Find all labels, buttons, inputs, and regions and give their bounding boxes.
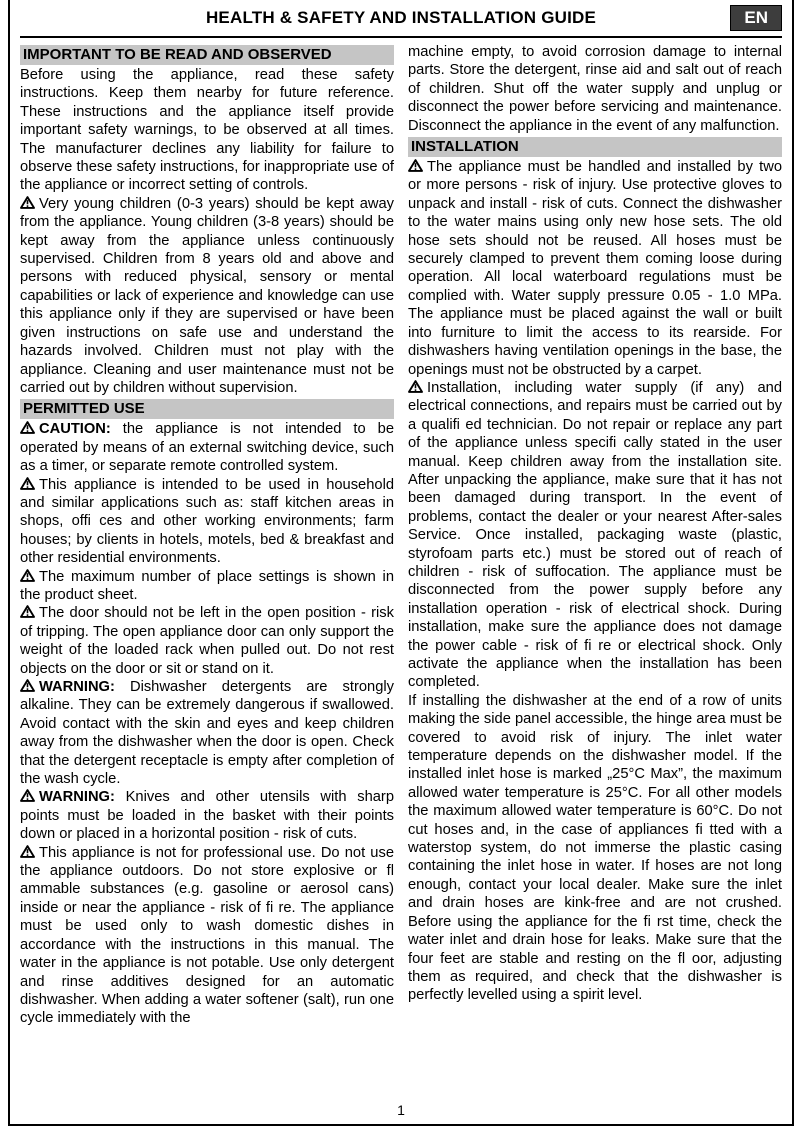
paragraph (408, 379, 782, 692)
column-left (20, 43, 394, 1098)
page-number: 1 (397, 1102, 405, 1118)
column-right (408, 43, 782, 1098)
paragraph-text: Very young children (0-3 years) should be kept away from the appliance. Young children (3-8 years) should be kept away from the appliance unless continuously supervised. Children from 8 years old and above and persons with reduced physical, sensory or mental capabilities or lack of experience and knowledge can use this appliance only if they are supervised or have been given instructions on safe use and understand the hazards involved. Children must not play with the appliance. Cleaning and user maintenance must not be carried out by children without supervision. (20, 195, 394, 396)
paragraph (20, 604, 394, 678)
warning-triangle-icon (20, 196, 35, 209)
section-heading: INSTALLATION (408, 137, 782, 157)
paragraph-text: The appliance must be handled and installed by two or more persons - risk of injury. Use protective gloves to unpack and install - risk of cuts. Connect the dishwasher to the water mains using only new hose sets. The old hose sets should not be reused. All hoses must be securely clamped to prevent them coming loose during operation. All local waterboard regulations must be complied with. Water supply pressure 0.05 - 1.0 MPa. The appliance must be placed against the wall or built into furniture to limit the access to its rearside. For dishwashers having ventilation openings in the base, the openings must not be obstructed by a carpet. (408, 159, 782, 378)
paragraph-text: If installing the dishwasher at the end of a row of units making the side panel accessible, the hinge area must be covered to avoid risk of injury. The inlet water temperature depends on the dishwasher model. If the installed inlet hose is marked „25°C Max”, the maximum allowed water temperature is 25°C. For all other models the maximum allowed water temperature is 60°C. Do not cut hoses and, in the case of appliances fi tted with a waterstop system, do not immerse the plastic casing containing the inlet hose in water. If hoses are not long enough, contact your local dealer. Make sure the inlet and drain hoses are kink-free and are not crushed. Before using the appliance for the fi rst time, check the water inlet and drain hose for leaks. Make sure that the four feet are stable and resting on the fl oor, adjusting them as required, and check that the dishwasher is perfectly levelled using a spirit level. (408, 692, 782, 1004)
paragraph (20, 195, 394, 397)
warning-triangle-icon (20, 477, 35, 490)
paragraph (20, 568, 394, 605)
warning-triangle-icon (20, 679, 35, 692)
paragraph-text: The maximum number of place settings is shown in the product sheet. (20, 568, 394, 603)
paragraph (20, 678, 394, 788)
warning-triangle-icon (408, 159, 423, 172)
section-heading: IMPORTANT TO BE READ AND OBSERVED (20, 45, 394, 65)
warning-triangle-icon (20, 569, 35, 582)
paragraph (408, 158, 782, 379)
emphasis-label: WARNING: (39, 679, 115, 695)
warning-triangle-icon (20, 421, 35, 434)
warning-triangle-icon (20, 789, 35, 802)
paragraph-text: machine empty, to avoid corrosion damage to internal parts. Store the detergent, rinse aid and salt out of reach of children. Shut off the water supply and unplug or disconnect the power before servicing and maintenance. Disconnect the appliance in the event of any malfunction. (408, 44, 782, 134)
paragraph-text: Knives and other utensils with sharp points must be loaded in the basket with their points down or placed in a horizontal position - risk of cuts. (20, 789, 394, 843)
paragraph (20, 66, 394, 195)
document-title: HEALTH & SAFETY AND INSTALLATION GUIDE (205, 8, 597, 27)
emphasis-label: CAUTION: (39, 421, 111, 438)
section-heading: PERMITTED USE (20, 399, 394, 419)
paragraph-text: the appliance is not intended to be operated by means of an external switching device, such as a timer, or separate remote controlled system. (20, 421, 394, 475)
paragraph (20, 420, 394, 475)
warning-triangle-icon (20, 845, 35, 858)
warning-triangle-icon (408, 380, 423, 393)
document-sheet (8, 0, 794, 1126)
emphasis-label: WARNING: (39, 789, 115, 806)
language-badge: EN (730, 5, 782, 31)
paragraph-text: Installation, including water supply (if any) and electrical connections, and repairs must be carried out by a qualifi ed technician. Do not repair or replace any part of the appliance unless specifi cally stated in the user manual. Keep children away from the installation site. After unpacking the appliance, make sure that it has not been damaged during transport. In the event of problems, contact the dealer or your nearest After-sales Service. Once installed, packaging waste (plastic, styrofoam parts etc.) must be stored out of reach of children - risk of suffocation. The appliance must be disconnected from the power supply before any installation operation - risk of electrical shock. During installation, make sure the appliance does not damage the power cable - risk of fi re or electrical shock. Only activate the appliance when the installation has been completed. (408, 379, 782, 691)
warning-triangle-icon (20, 605, 35, 618)
paragraph-text: This appliance is not for professional use. Do not use the appliance outdoors. Do not store explosive or fl ammable substances (e.g. gasoline or aerosol cans) inside or near the appliance - risk of fi re. The appliance must be used only to wash domestic dishes in accordance with the instructions in this manual. The water in the appliance is not potable. Use only detergent and rinse additives designed for an automatic dishwasher. When adding a water softener (salt), run one cycle immediately with the (20, 844, 394, 1027)
content-columns (20, 38, 782, 1098)
paragraph-text: Dishwasher detergents are strongly alkaline. They can be extremely dangerous if swallowed. Avoid contact with the skin and eyes and keep children away from the dishwasher when the door is open. Check that the detergent receptacle is empty after completion of the wash cycle. (20, 679, 394, 788)
paragraph (20, 788, 394, 843)
document-header (20, 0, 782, 38)
paragraph (408, 43, 782, 135)
paragraph-text: Before using the appliance, read these safety instructions. Keep them nearby for future reference. These instructions and the appliance itself provide important safety warnings, to be observed at all times. The manufacturer declines any liability for failure to observe these safety instructions, for inappropriate use of the appliance or incorrect setting of controls. (20, 67, 394, 194)
paragraph-text: The door should not be left in the open position - risk of tripping. The open appliance door can only support the weight of the loaded rack when pulled out. Do not rest objects on the door or sit or stand on it. (20, 605, 394, 677)
paragraph (20, 476, 394, 568)
paragraph (20, 844, 394, 1028)
paragraph (408, 692, 782, 1005)
page-footer (20, 1098, 782, 1124)
paragraph-text: This appliance is intended to be used in household and similar applications such as: staff kitchen areas in shops, offi ces and other working environments; farm houses; by clients in hotels, motels, bed & breakfast and other residential environments. (20, 476, 394, 567)
